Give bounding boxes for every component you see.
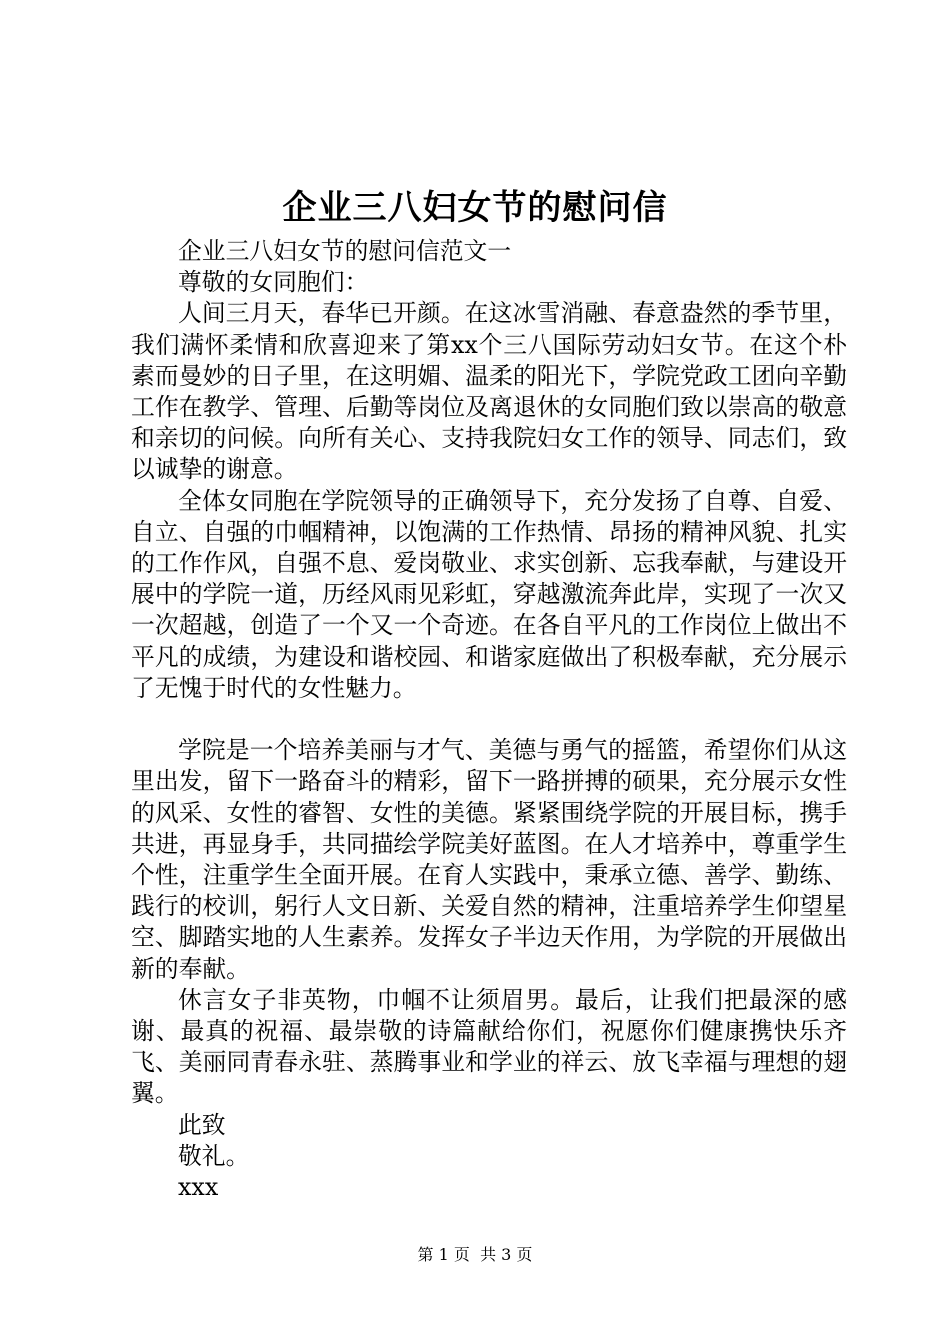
closing-line-1: 此致 [178, 1110, 226, 1139]
paragraph-2: 全体女同胞在学院领导的正确领导下，充分发扬了自尊、自爱、自立、自强的巾帼精神，以饱满的工作热情、昂扬的精神风貌、扎实的工作作风，自强不息、爱岗敬业、求实创新、忘我奉献，与建设开展中的学院一道，历经风雨见彩虹，穿越激流奔此岸，实现了一次又一次超越，创造了一个又一个奇迹。在各自平凡的工作岗位上做出不平凡的成绩，为建设和谐校园、和谐家庭做出了积极奉献，充分展示了无愧于时代的女性魅力。 [131, 486, 847, 702]
signature: xxx [178, 1173, 219, 1202]
page-footer [0, 1244, 950, 1266]
paragraph-1: 人间三月天，春华已开颜。在这冰雪消融、春意盎然的季节里，我们满怀柔情和欣喜迎来了第xx个三八国际劳动妇女节。在这个朴素而曼妙的日子里，在这明媚、温柔的阳光下，学院党政工团向辛勤工作在教学、管理、后勤等岗位及离退休的女同胞们致以崇高的敬意和亲切的问候。向所有关心、支持我院妇女工作的领导、同志们，致以诚挚的谢意。 [131, 299, 847, 484]
paragraph-3: 学院是一个培养美丽与才气、美德与勇气的摇篮，希望你们从这里出发，留下一路奋斗的精彩，留下一路拼搏的硕果，充分展示女性的风采、女性的睿智、女性的美德。紧紧围绕学院的开展目标，携手共进，再显身手，共同描绘学院美好蓝图。在人才培养中，尊重学生个性，注重学生全面开展。在育人实践中，秉承立德、善学、勤练、践行的校训，躬行人文日新、关爱自然的精神，注重培养学生仰望星空、脚踏实地的人生素养。发挥女子半边天作用，为学院的开展做出新的奉献。 [131, 736, 847, 983]
page-number: 第 1 页 共 3 页 [417, 1245, 533, 1264]
document-title: 企业三八妇女节的慰问信 [282, 188, 668, 228]
document-body [131, 236, 847, 1203]
paragraph-4: 休言女子非英物，巾帼不让须眉男。最后，让我们把最深的感谢、最真的祝福、最崇敬的诗篇献给你们，祝愿你们健康携快乐齐飞、美丽同青春永驻、蒸腾事业和学业的祥云、放飞幸福与理想的翅翼。 [131, 985, 847, 1108]
salutation: 尊敬的女同胞们： [178, 268, 369, 297]
blank-line [131, 704, 847, 735]
subtitle-line: 企业三八妇女节的慰问信范文一 [178, 237, 512, 265]
closing-line-2: 敬礼。 [178, 1141, 250, 1170]
